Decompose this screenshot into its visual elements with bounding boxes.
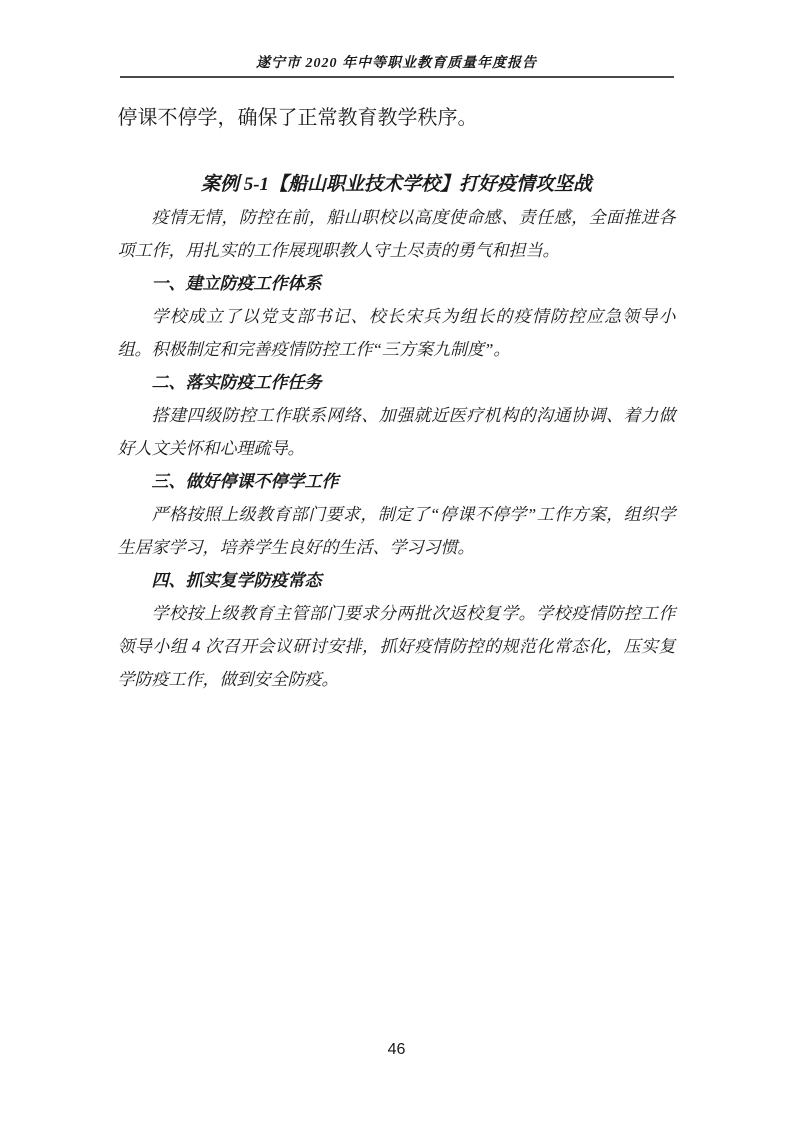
case-title: 案例 5-1【船山职业技术学校】打好疫情攻坚战 [200,174,593,195]
section-2-body: 搭建四级防控工作联系网络、加强就近医疗机构的沟通协调、着力做好人文关怀和心理疏导。 [117,406,676,458]
page-footer [0,1038,793,1062]
page-header [120,0,674,78]
section-4-body: 学校按上级教育主管部门要求分两批次返校复学。学校疫情防控工作领导小组 4 次召开会议研讨安排，抓好疫情防控的规范化常态化，压实复学防疫工作，做到安全防疫。 [117,604,676,689]
header-title: 遂宁市 2020 年中等职业教育质量年度报告 [256,56,537,71]
section-4-heading: 四、抓实复学防疫常态 [151,571,322,590]
main-content [118,102,676,696]
section-1-body: 学校成立了以党支部书记、校长宋兵为组长的疫情防控应急领导小组。积极制定和完善疫情防控工作“三方案九制度”。 [117,307,676,359]
section-3-body: 严格按照上级教育部门要求，制定了“停课不停学”工作方案，组织学生居家学习，培养学生良好的生活、学习习惯。 [117,505,676,557]
section-2-heading: 二、落实防疫工作任务 [151,373,322,392]
lead-paragraph: 疫情无情，防控在前，船山职校以高度使命感、责任感，全面推进各项工作，用扎实的工作展现职教人守土尽责的勇气和担当。 [117,208,676,260]
section-1-heading: 一、建立防疫工作体系 [151,274,322,293]
section-3-heading: 三、做好停课不停学工作 [151,472,339,491]
intro-paragraph: 停课不停学，确保了正常教育教学秩序。 [117,107,478,129]
page-number: 46 [387,1041,406,1058]
